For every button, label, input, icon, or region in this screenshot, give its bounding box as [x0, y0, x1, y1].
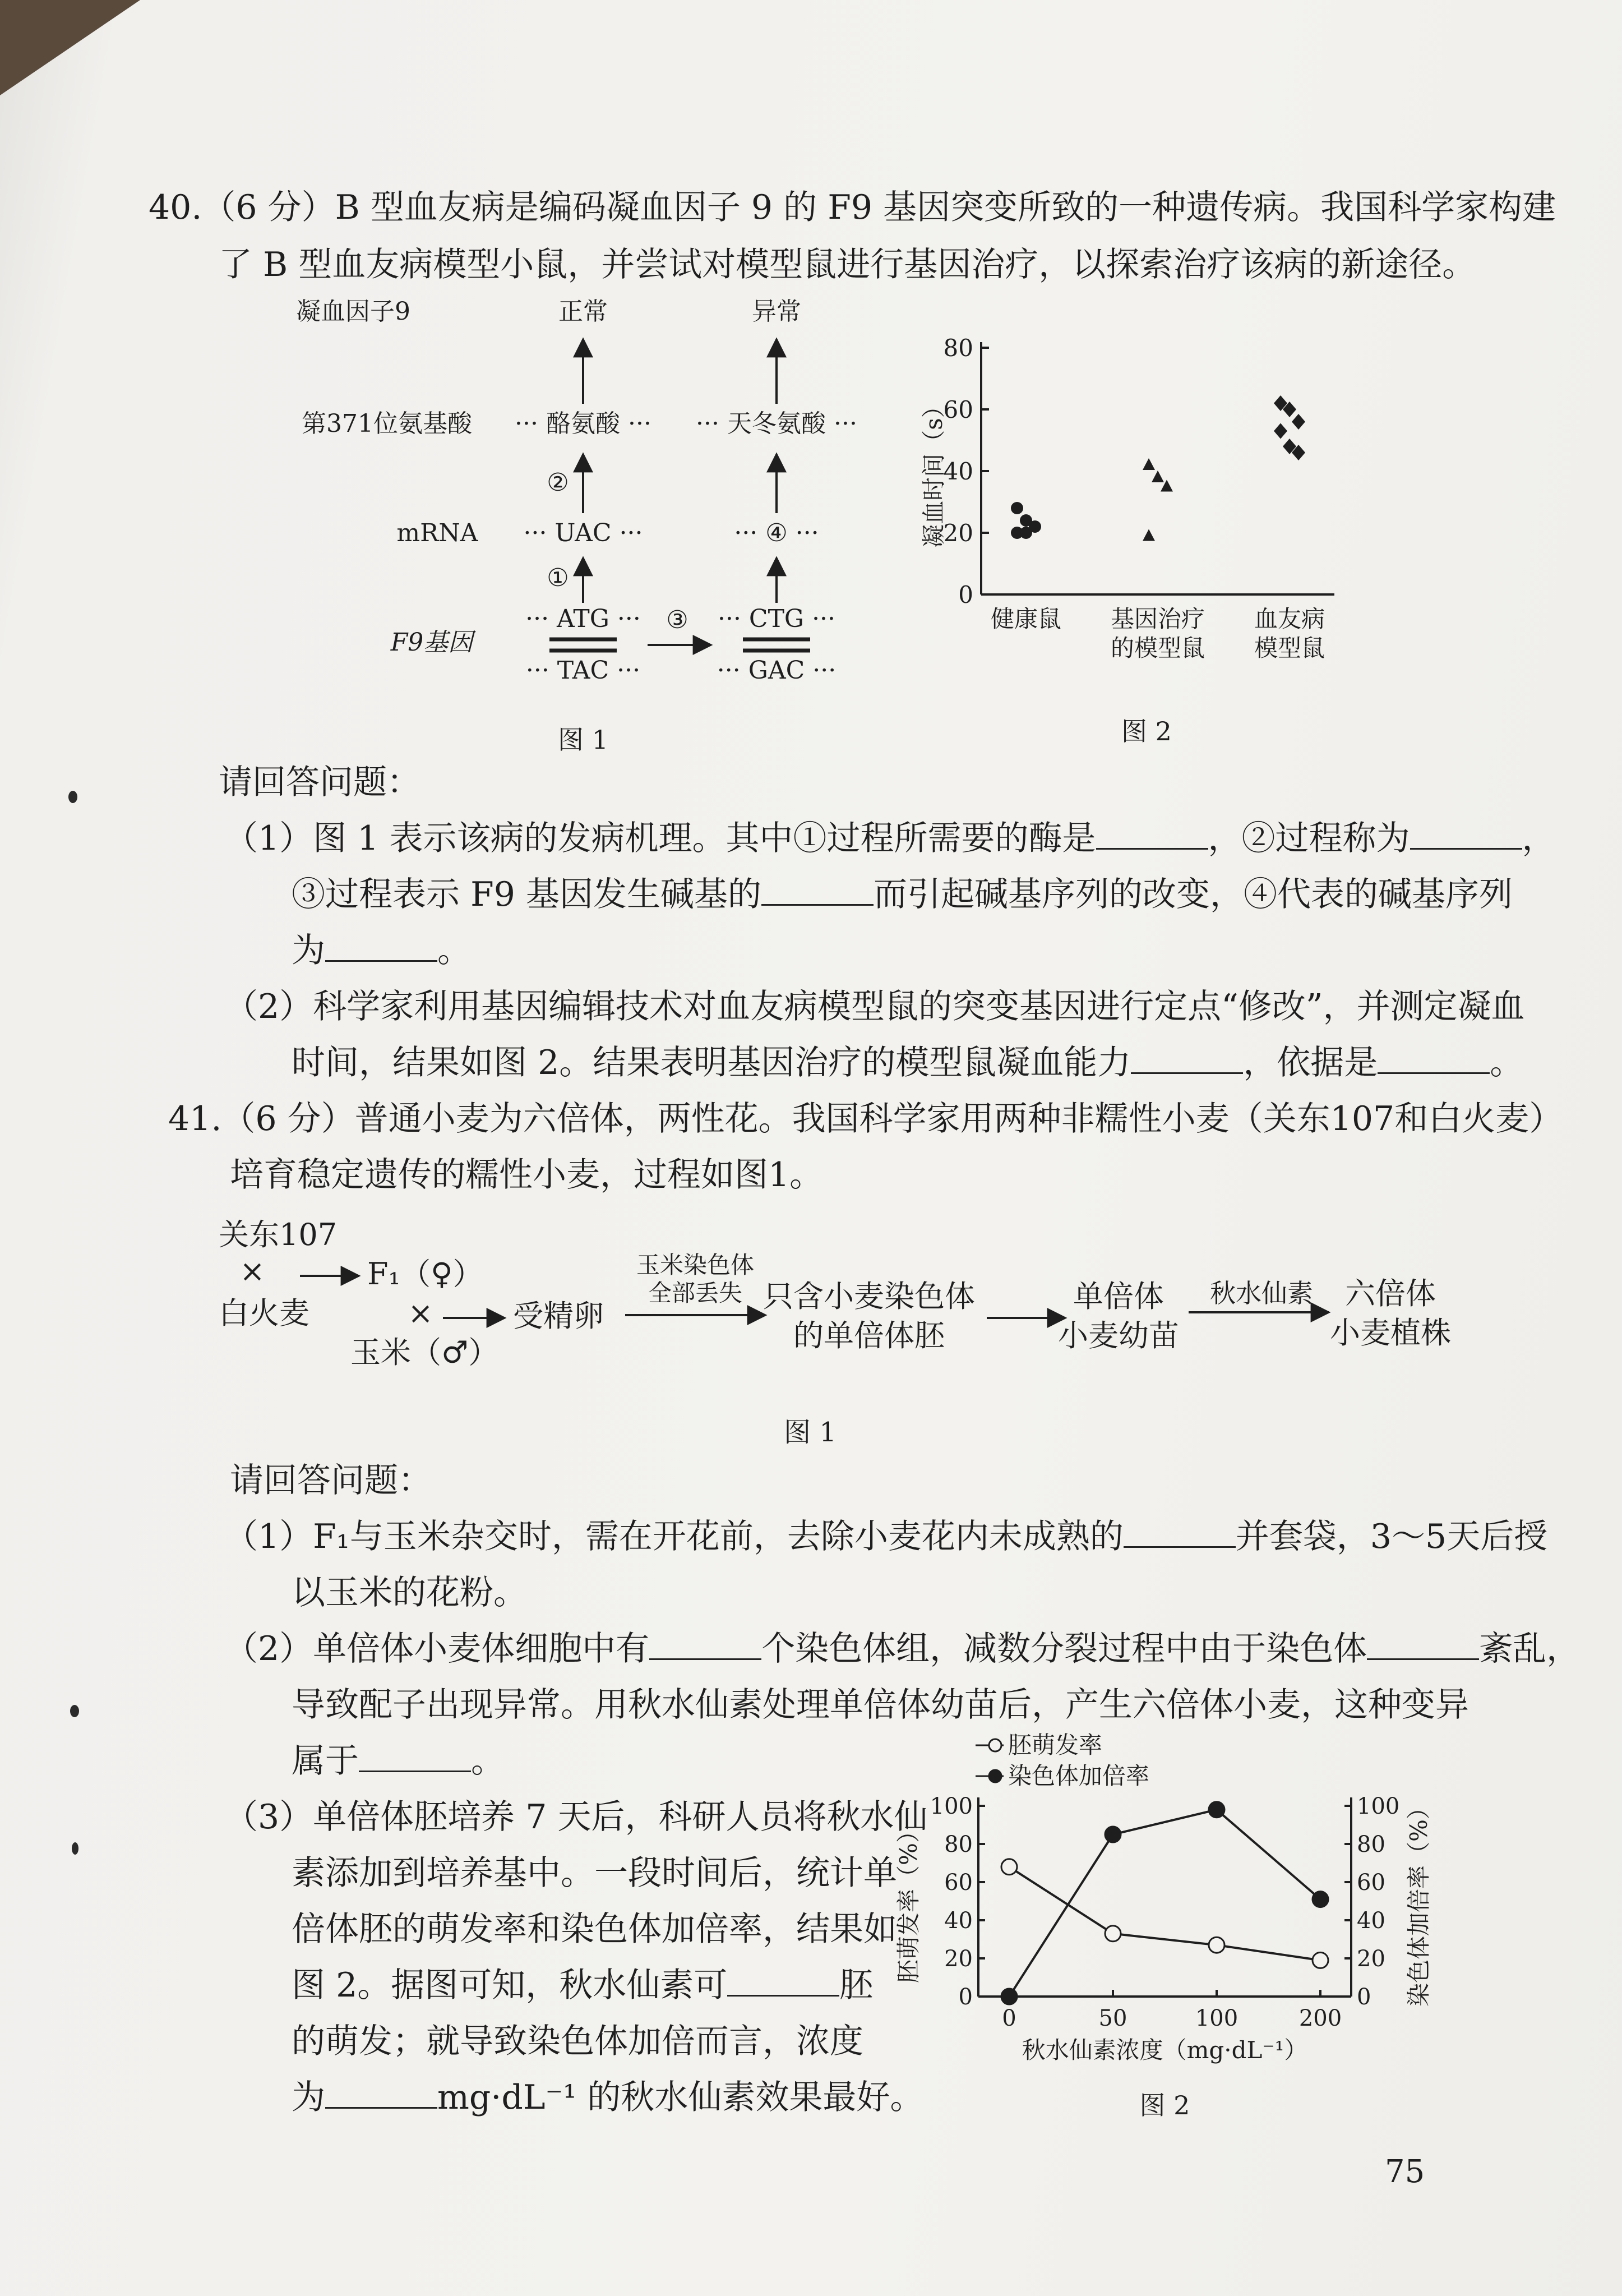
fig1-aa-left: ··· 酪氨酸 ···: [515, 409, 651, 438]
fig1-row-gene: F9基因: [390, 628, 473, 657]
q41-sub3-line4: [292, 1963, 873, 2008]
page-number: 75: [1385, 2154, 1425, 2190]
x-category-label: 健康鼠: [990, 605, 1062, 633]
q41-sub2-line2: 导致配子出现异常。用秋水仙素处理单倍体幼苗后，产生六倍体小麦，这种变异: [292, 1685, 1469, 1725]
fig1-normal-label: 正常: [558, 297, 608, 326]
q40-fig1-diagram: [292, 292, 897, 763]
q40-sub1-text-f: 为: [292, 931, 325, 970]
flow-loss-bottom: 全部丢失: [648, 1279, 743, 1307]
answer-blank[interactable]: [1096, 817, 1208, 850]
fig1-row-aa: 第371位氨基酸: [302, 409, 472, 438]
q41-sub3-text-d: 图 2。据图可知，秋水仙素可: [292, 1966, 728, 2005]
q41-sub2-text-f: 。: [471, 1741, 505, 1781]
legend-label: 染色体加倍率: [1008, 1762, 1150, 1790]
q41-sub2-text-e: 属于: [292, 1741, 359, 1781]
data-point-circle: [1011, 502, 1023, 514]
q41-score: （6 分）: [221, 1099, 355, 1138]
series-line: [1009, 1867, 1320, 1961]
flow-f1: F₁（♀）: [367, 1256, 483, 1292]
series-line: [1009, 1810, 1320, 1997]
q40-sub1-text-c: ，: [1522, 819, 1556, 858]
left-y-tick-label: 20: [944, 1946, 973, 1972]
q41-stem-1: 普通小麦为六倍体，两性花。我国科学家用两种非糯性小麦（关东107和白火麦）: [354, 1099, 1563, 1138]
flow-embryo-a: 只含小麦染色体: [763, 1279, 975, 1314]
x-tick-label: 0: [1002, 2005, 1016, 2031]
q40-sub1-text-e: 而引起碱基序列的改变，④代表的碱基序列: [873, 875, 1513, 914]
data-point-diamond: [1274, 423, 1287, 439]
q40-sub1-text-b: ，②过程称为: [1208, 819, 1410, 858]
answer-blank[interactable]: [1367, 1627, 1479, 1660]
data-point: [1001, 1989, 1017, 2004]
fig1-step2: ②: [547, 468, 569, 497]
q41-sub3-text-e: 胚: [839, 1966, 874, 2005]
q41-sub3-line5: 的萌发；就导致染色体加倍而言，浓度: [292, 2022, 863, 2061]
legend-marker: [989, 1770, 1001, 1782]
x-tick-label: 200: [1298, 2005, 1342, 2031]
answer-blank[interactable]: [1124, 1515, 1236, 1548]
q41-fig1-caption: 图 1: [784, 1417, 837, 1448]
q41-fig2-caption: 图 2: [1139, 2090, 1190, 2120]
q41-prompt: 请回答问题：: [230, 1461, 432, 1500]
answer-blank[interactable]: [325, 929, 437, 962]
left-y-tick-label: 60: [944, 1870, 973, 1896]
answer-blank[interactable]: [325, 2076, 437, 2109]
x-category-label: 模型鼠: [1254, 634, 1325, 662]
data-point-circle: [1020, 527, 1032, 539]
q41-sub1-text-a: （1）F₁与玉米杂交时，需在开花前，去除小麦花内未成熟的: [224, 1517, 1124, 1556]
flow-cross2: ×: [408, 1295, 433, 1331]
flow-parent1: 关东107: [219, 1217, 338, 1252]
q41-sub1-text-b: 并套袋，3～5天后授: [1235, 1517, 1548, 1556]
left-y-tick-label: 40: [944, 1908, 973, 1934]
q41-sub2-text-c: 紊乱，: [1479, 1629, 1581, 1668]
x-category-label: 血友病: [1254, 605, 1325, 633]
data-point: [1105, 1926, 1121, 1942]
flow-hexaploid-a: 六倍体: [1345, 1276, 1436, 1311]
data-point-diamond: [1292, 414, 1305, 430]
fig1-gene-right-bottom: ··· GAC ···: [717, 656, 837, 685]
q40-prompt: 请回答问题：: [219, 763, 420, 802]
q40-stem-2: 了 B 型血友病模型小鼠，并尝试对模型鼠进行基因治疗，以探索治疗该病的新途径。: [219, 245, 1476, 284]
q40-sub2-text-b: 时间，结果如图 2。结果表明基因治疗的模型鼠凝血能力: [292, 1043, 1131, 1082]
q40-sub1-line3: [292, 928, 471, 973]
q41-sub2-text-a: （2）单倍体小麦体细胞中有: [224, 1629, 650, 1668]
q40-sub2-line2: [292, 1040, 1523, 1085]
q40-score: （6 分）: [202, 188, 335, 227]
q41-sub3-line6: [292, 2075, 923, 2120]
page-corner-shadow: [0, 0, 140, 95]
fig1-step1: ①: [547, 564, 569, 592]
flow-loss-top: 玉米染色体: [636, 1251, 755, 1279]
x-tick-label: 50: [1098, 2005, 1127, 2031]
scan-speck: [68, 791, 77, 803]
x-axis-title: 秋水仙素浓度（mg·dL⁻¹）: [1022, 2036, 1308, 2064]
scan-speck: [70, 1705, 79, 1717]
left-y-axis-title: 胚萌发率（%）: [895, 1819, 922, 1983]
fig1-gene-right-top: ··· CTG ···: [717, 605, 836, 633]
flow-cross1: ×: [239, 1253, 265, 1289]
q41-line1: [168, 1096, 1563, 1141]
flow-hexaploid-b: 小麦植株: [1330, 1315, 1451, 1350]
right-y-tick-label: 100: [1357, 1794, 1400, 1819]
q41-sub3-text-g: 为: [292, 2078, 325, 2117]
q40-sub1-text-a: （1）图 1 表示该病的发病机理。其中①过程所需要的酶是: [224, 819, 1096, 858]
q40-sub2-line1: （2）科学家利用基因编辑技术对血友病模型鼠的突变基因进行定点“修改”，并测定凝血: [224, 987, 1525, 1026]
right-y-tick-label: 0: [1357, 1984, 1371, 2010]
q41-sub1-line1: [224, 1514, 1547, 1559]
data-point: [1313, 1952, 1328, 1968]
q41-sub3-line1: （3）单倍体胚培养 7 天后，科研人员将秋水仙: [224, 1797, 928, 1837]
scan-speck: [72, 1842, 78, 1855]
q41-number: 41.: [168, 1099, 222, 1138]
answer-blank[interactable]: [649, 1627, 761, 1660]
data-point-triangle: [1143, 458, 1155, 470]
q40-fig2-caption: 图 2: [1121, 716, 1172, 746]
answer-blank[interactable]: [727, 1963, 839, 1997]
flow-corn: 玉米（♂）: [350, 1335, 499, 1370]
legend-label: 胚萌发率: [1008, 1733, 1103, 1759]
y-axis-title: 凝血时间（s）: [920, 394, 948, 548]
data-point: [1209, 1937, 1224, 1953]
q40-sub2-text-c: ，依据是: [1243, 1043, 1378, 1082]
fig1-gene-left-bottom: ··· TAC ···: [525, 656, 641, 685]
flow-parent2: 白火麦: [219, 1295, 309, 1331]
answer-blank[interactable]: [1378, 1041, 1490, 1074]
q41-sub3-text-h: mg·dL⁻¹ 的秋水仙素效果最好。: [437, 2078, 924, 2117]
q40-fig2-scatter-chart: [919, 314, 1346, 751]
flow-seedling-a: 单倍体: [1073, 1279, 1164, 1314]
flow-seedling-b: 小麦幼苗: [1058, 1318, 1179, 1353]
q40-sub1-line2: [292, 872, 1513, 917]
q41-sub3-line2: 素添加到培养基中。一段时间后，统计单: [292, 1854, 897, 1893]
y-tick-label: 0: [958, 581, 973, 608]
answer-blank[interactable]: [359, 1739, 471, 1772]
q41-sub2-line3: [292, 1739, 505, 1783]
x-category-label: 的模型鼠: [1110, 634, 1205, 662]
right-y-tick-label: 40: [1357, 1908, 1385, 1934]
data-point: [1001, 1859, 1017, 1875]
q41-fig1-flow-diagram: [207, 1211, 1458, 1458]
x-tick-label: 100: [1195, 2005, 1239, 2031]
q40-number: 40.: [149, 188, 202, 227]
fig1-aa-right: ··· 天冬氨酸 ···: [696, 409, 857, 438]
data-point-triangle: [1152, 471, 1164, 482]
y-tick-label: 40: [943, 458, 973, 485]
q40-fig1-caption: 图 1: [558, 725, 608, 755]
y-tick-label: 60: [943, 396, 973, 423]
answer-blank[interactable]: [1410, 817, 1522, 850]
data-point: [1105, 1827, 1121, 1842]
legend-marker: [989, 1739, 1001, 1751]
fig1-abnormal-label: 异常: [752, 297, 801, 326]
right-y-tick-label: 20: [1357, 1946, 1385, 1972]
fig1-gene-left-top: ··· ATG ···: [525, 605, 641, 633]
q41-sub3-line3: 倍体胚的萌发率和染色体加倍率，结果如: [292, 1910, 897, 1949]
right-y-tick-label: 80: [1357, 1832, 1385, 1857]
fig1-row-factor: 凝血因子9: [296, 297, 410, 326]
q41-sub2-text-b: 个染色体组，减数分裂过程中由于染色体: [761, 1629, 1367, 1668]
left-y-tick-label: 80: [944, 1832, 973, 1857]
x-category-label: 基因治疗: [1110, 605, 1205, 633]
answer-blank[interactable]: [761, 873, 874, 906]
right-y-tick-label: 60: [1357, 1870, 1385, 1896]
q41-sub1-line2: 以玉米的花粉。: [292, 1573, 527, 1612]
data-point-triangle: [1143, 529, 1155, 541]
fig1-step3: ③: [666, 606, 688, 634]
flow-colchicine: 秋水仙素: [1210, 1278, 1313, 1308]
data-point: [1209, 1802, 1224, 1818]
data-point: [1313, 1892, 1328, 1907]
q41-sub2-line1: [224, 1626, 1580, 1671]
q40-sub2-text-d: 。: [1490, 1043, 1524, 1082]
flow-zygote: 受精卵: [513, 1298, 604, 1334]
y-tick-label: 20: [943, 519, 973, 547]
q40-sub1-text-d: ③过程表示 F9 基因发生碱基的: [292, 875, 761, 914]
right-y-axis-title: 染色体加倍率（%）: [1405, 1796, 1432, 2007]
left-y-tick-label: 100: [930, 1794, 973, 1819]
q41-stem-2: 培育稳定遗传的糯性小麦，过程如图1。: [230, 1155, 824, 1195]
fig1-row-mrna: mRNA: [396, 519, 478, 547]
fig1-mrna-left: ··· UAC ···: [523, 519, 643, 547]
left-y-tick-label: 0: [958, 1984, 973, 2010]
q40-stem-1: B 型血友病是编码凝血因子 9 的 F9 基因突变所致的一种遗传病。我国科学家构建: [335, 188, 1556, 227]
q40-line1: [149, 185, 1556, 230]
answer-blank[interactable]: [1131, 1041, 1243, 1074]
q41-fig2-line-chart: [886, 1733, 1452, 2126]
fig1-mrna-right: ··· ④ ···: [734, 519, 819, 547]
q40-sub1-line1: [224, 816, 1556, 861]
q40-sub1-text-g: 。: [437, 931, 471, 970]
y-tick-label: 80: [943, 334, 973, 362]
flow-embryo-b: 的单倍体胚: [793, 1318, 945, 1353]
